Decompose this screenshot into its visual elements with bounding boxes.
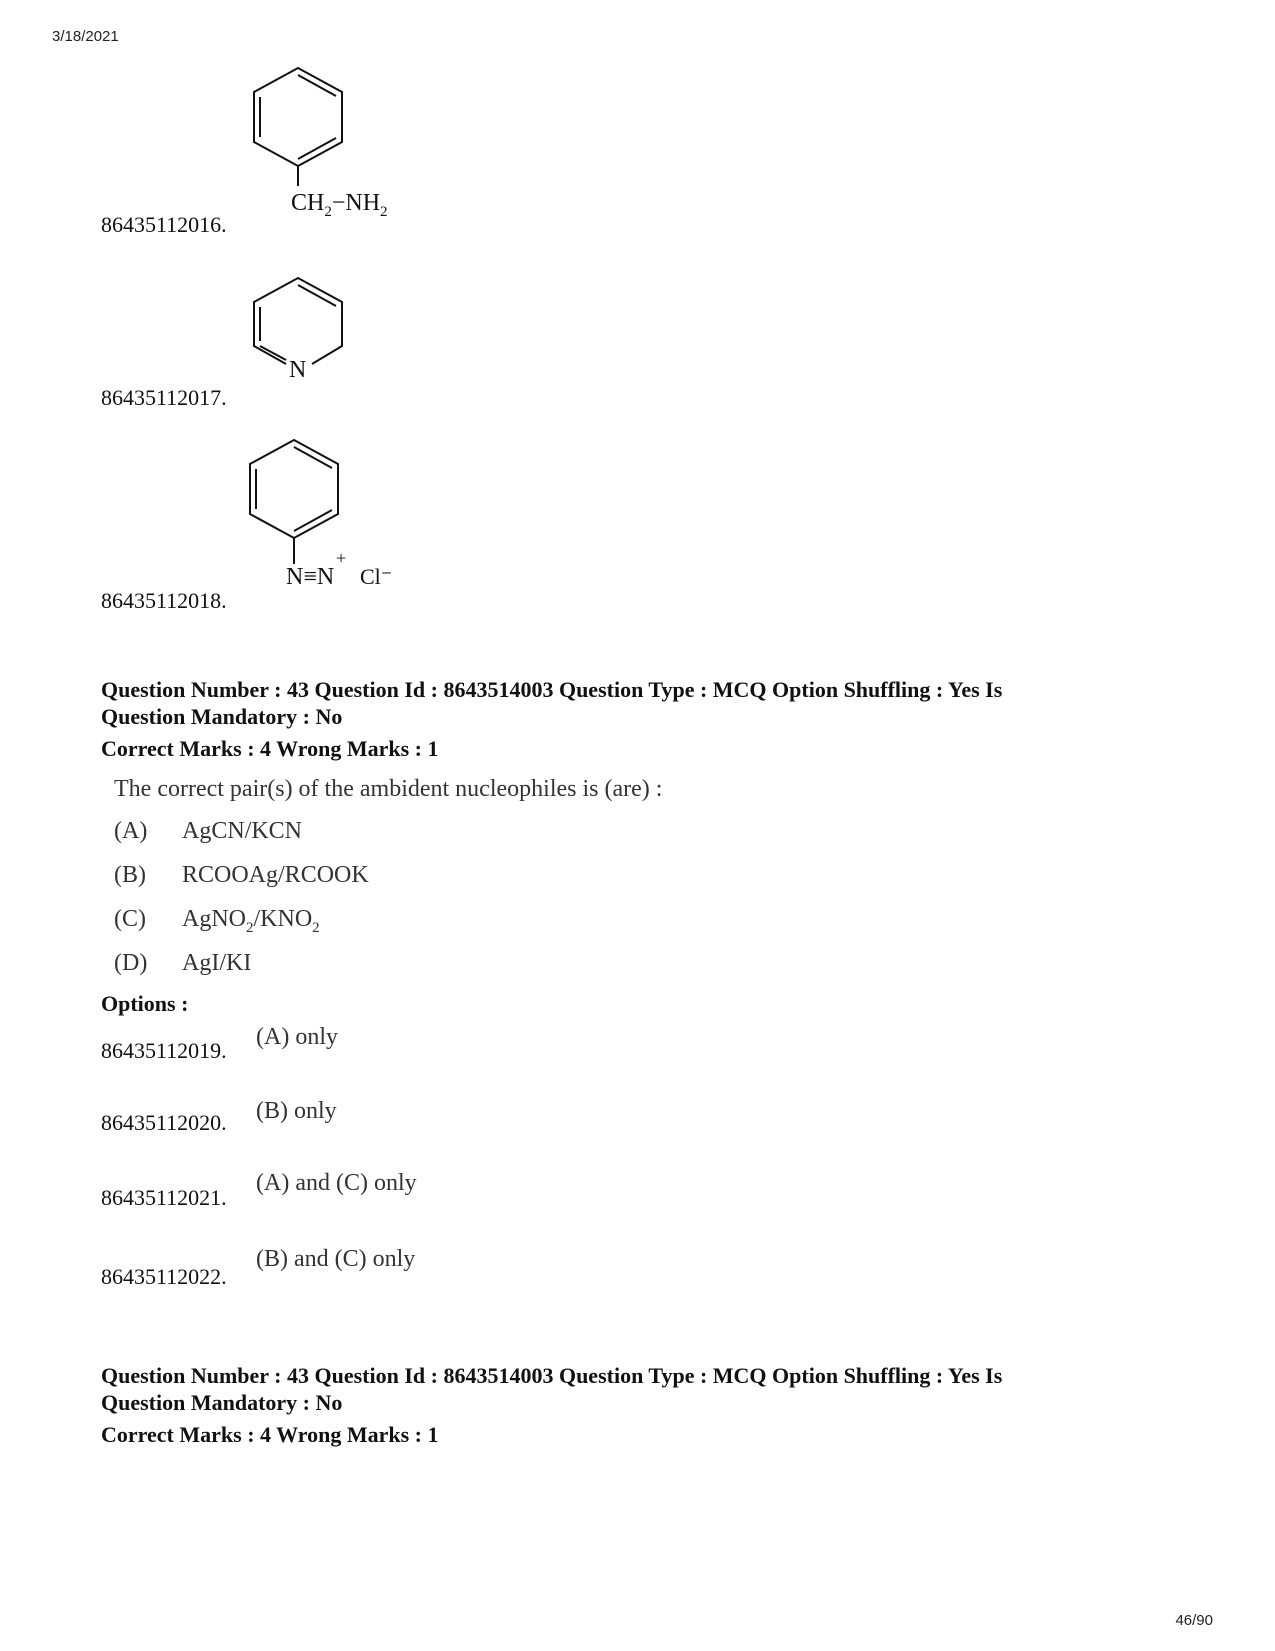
item-label: (D) xyxy=(114,950,148,976)
page-number: 46/90 xyxy=(1175,1612,1213,1629)
item-label: (B) xyxy=(114,862,146,888)
option-id: 86435112018. xyxy=(101,588,227,613)
option-id: 86435112016. xyxy=(101,212,227,237)
options-heading: Options : xyxy=(101,991,189,1016)
svg-text:+: + xyxy=(336,548,347,568)
item-label: (A) xyxy=(114,818,148,844)
benzene-ring-icon xyxy=(236,440,436,600)
option-text: (B) and (C) only xyxy=(256,1246,416,1272)
question-item xyxy=(114,862,369,889)
option-text: (A) only xyxy=(256,1024,338,1050)
svg-text:N: N xyxy=(289,357,307,383)
next-question-meta-line1: Question Number : 43 Question Id : 8643514003 Question Type : MCQ Option Shuffling : Yes Is xyxy=(101,1363,1003,1388)
next-question-meta-line2: Question Mandatory : No xyxy=(101,1390,343,1415)
item-text: RCOOAg/RCOOK xyxy=(182,862,369,888)
svg-text:CH2−NH2: $CH_2-NH_2$ xyxy=(291,190,388,220)
item-label: (C) xyxy=(114,906,146,932)
print-date: 3/18/2021 xyxy=(52,28,119,45)
item-text: AgI/KI xyxy=(182,950,252,976)
option-id: 86435112020. xyxy=(101,1110,227,1135)
item-text: $AgNO_2/KNO_2$ xyxy=(182,906,320,936)
option-id: 86435112019. xyxy=(101,1038,227,1063)
question-stem: The correct pair(s) of the ambident nucleophiles is (are) : xyxy=(114,776,663,802)
svg-text:Cl⁻: Cl⁻ xyxy=(360,564,393,589)
question-marks: Correct Marks : 4 Wrong Marks : 1 xyxy=(101,736,439,761)
option-id: 86435112022. xyxy=(101,1264,227,1289)
benzene-ring-icon xyxy=(240,60,440,230)
pyridine-structure xyxy=(240,280,380,395)
next-question-marks: Correct Marks : 4 Wrong Marks : 1 xyxy=(101,1422,439,1447)
option-id: 86435112021. xyxy=(101,1185,227,1210)
item-text: AgCN/KCN xyxy=(182,818,303,844)
question-item xyxy=(114,818,302,845)
benzylamine-structure xyxy=(240,60,440,235)
option-text: (A) and (C) only xyxy=(256,1170,417,1196)
question-meta-line2: Question Mandatory : No xyxy=(101,704,343,729)
question-item xyxy=(114,950,251,977)
svg-text:N≡N: N≡N xyxy=(286,564,335,590)
option-text: (B) only xyxy=(256,1098,337,1124)
question-meta-line1: Question Number : 43 Question Id : 8643514003 Question Type : MCQ Option Shuffling : Yes Is xyxy=(101,677,1003,702)
option-id: 86435112017. xyxy=(101,385,227,410)
pyridine-ring-icon xyxy=(240,280,380,390)
question-item xyxy=(114,906,320,937)
diazonium-structure xyxy=(236,440,436,605)
